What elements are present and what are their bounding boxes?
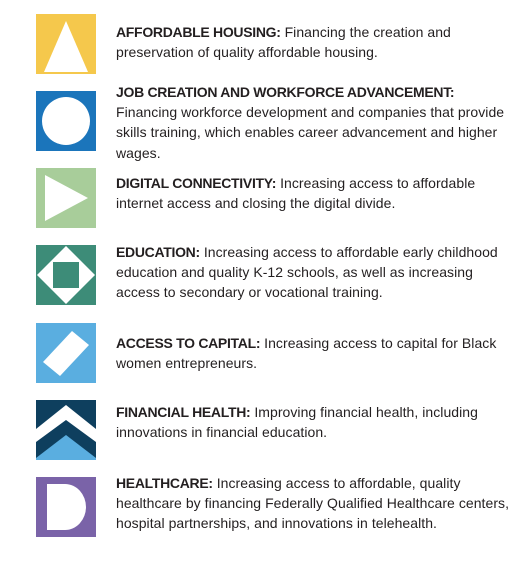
item-text	[116, 82, 516, 163]
triangle-icon	[36, 14, 96, 74]
item-text	[116, 173, 516, 213]
item-body: Increasing access to capital for Black women entrepreneurs.	[116, 335, 497, 372]
item-text	[116, 473, 516, 534]
item-title: HEALTHCARE:	[116, 475, 213, 491]
item-title: JOB CREATION AND WORKFORCE ADVANCEMENT:	[116, 84, 455, 100]
diamond-square-icon	[36, 245, 96, 305]
circle-icon	[36, 91, 96, 151]
item-text	[116, 333, 516, 373]
item-title: FINANCIAL HEALTH:	[116, 404, 251, 420]
chevron-up-icon	[36, 400, 96, 460]
item-text	[116, 22, 516, 62]
d-shape-icon	[36, 477, 96, 537]
rotated-rectangle-icon	[36, 323, 96, 383]
item-body: Financing workforce development and companies that provide skills training, which enables career advancement and higher wages.	[116, 104, 505, 161]
item-title: EDUCATION:	[116, 244, 200, 260]
item-body: Improving financial health, including innovations in financial education.	[116, 404, 478, 441]
item-body: Increasing access to affordable early childhood education and quality K-12 schools, as well as increasing access to secondary or vocational training.	[116, 244, 498, 301]
play-arrow-icon	[36, 168, 96, 228]
item-body: Increasing access to affordable, quality healthcare by financing Federally Qualified Healthcare centers, hospital partnerships, and innovations in telehealth.	[116, 475, 510, 532]
item-text	[116, 402, 516, 442]
item-body: Increasing access to affordable internet access and closing the digital divide.	[116, 175, 476, 212]
item-text	[116, 242, 516, 303]
item-body: Financing the creation and preservation of quality affordable housing.	[116, 24, 451, 61]
item-title: DIGITAL CONNECTIVITY:	[116, 175, 277, 191]
item-title: ACCESS TO CAPITAL:	[116, 335, 261, 351]
item-title: AFFORDABLE HOUSING:	[116, 24, 281, 40]
